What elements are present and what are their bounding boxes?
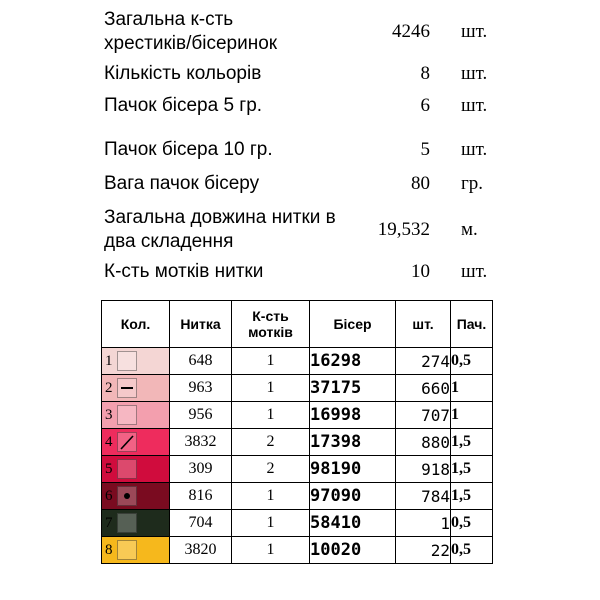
table-row (102, 429, 493, 456)
skeins-cell: 2 (232, 456, 310, 483)
pcs-cell: 880 (396, 429, 451, 456)
summary-unit: шт. (461, 63, 488, 84)
summary-label (104, 172, 259, 196)
summary-label (104, 206, 336, 254)
color-swatch (102, 456, 170, 483)
summary-value: 10 (411, 261, 430, 282)
summary-unit: шт. (461, 139, 488, 160)
pcs-cell: 707 (396, 402, 451, 429)
thread-cell: 704 (170, 510, 232, 537)
table-row (102, 483, 493, 510)
packs-cell: 1,5 (451, 483, 493, 510)
packs-cell: 1,5 (451, 456, 493, 483)
box-icon (117, 405, 137, 425)
table-row (102, 537, 493, 564)
summary-value: 8 (420, 63, 430, 84)
summary-label-line: К-сть мотків нитки (104, 261, 264, 282)
summary-unit: шт. (461, 21, 488, 42)
table-row (102, 402, 493, 429)
summary-label-line: Пачок бісера 10 гр. (104, 139, 273, 160)
summary-unit: гр. (461, 173, 484, 194)
header-skeins-line1: К-сть (252, 308, 289, 324)
summary-label-line: Загальна довжина нитки в (104, 207, 336, 228)
color-swatch (102, 429, 170, 456)
color-table (101, 300, 493, 564)
bead-cell: 16298 (310, 348, 396, 375)
summary-unit: м. (461, 219, 478, 240)
pcs-cell: 784 (396, 483, 451, 510)
packs-cell: 0,5 (451, 537, 493, 564)
thread-cell: 816 (170, 483, 232, 510)
packs-cell: 1 (451, 375, 493, 402)
summary-unit: шт. (461, 261, 488, 282)
table-row (102, 348, 493, 375)
table-row (102, 375, 493, 402)
table-row (102, 456, 493, 483)
header-color: Кол. (102, 301, 170, 348)
summary-label-line: Загальна к-сть (104, 9, 234, 30)
summary-label-line: Вага пачок бісеру (104, 173, 260, 194)
summary-value: 5 (420, 139, 430, 160)
table-header-row (102, 301, 493, 348)
box-icon (117, 540, 137, 560)
pcs-cell: 660 (396, 375, 451, 402)
packs-cell: 0,5 (451, 348, 493, 375)
color-number: 7 (105, 515, 113, 531)
bead-cell: 37175 (310, 375, 396, 402)
summary-label-line: два складення (104, 231, 234, 252)
skeins-cell: 1 (232, 510, 310, 537)
pcs-cell: 274 (396, 348, 451, 375)
skeins-cell: 1 (232, 537, 310, 564)
color-number: 4 (105, 434, 113, 450)
color-swatch (102, 537, 170, 564)
skeins-cell: 1 (232, 348, 310, 375)
summary-label-line: Пачок бісера 5 гр. (104, 95, 263, 116)
packs-cell: 1,5 (451, 429, 493, 456)
summary-value: 19,532 (377, 219, 430, 240)
thread-cell: 963 (170, 375, 232, 402)
summary-unit: шт. (461, 95, 488, 116)
summary-label (104, 94, 262, 118)
summary-label (104, 8, 277, 56)
packs-cell: 1 (451, 402, 493, 429)
skeins-cell: 1 (232, 375, 310, 402)
box-icon (117, 459, 137, 479)
color-number: 1 (105, 353, 113, 369)
color-number: 2 (105, 380, 113, 396)
thread-cell: 956 (170, 402, 232, 429)
header-pcs: шт. (396, 301, 451, 348)
summary-value: 80 (411, 173, 430, 194)
skeins-cell: 1 (232, 483, 310, 510)
box-icon (117, 513, 137, 533)
header-skeins (232, 301, 310, 348)
bead-cell: 98190 (310, 456, 396, 483)
box-icon (117, 351, 137, 371)
thread-cell: 3832 (170, 429, 232, 456)
pcs-cell: 918 (396, 456, 451, 483)
header-skeins-line2: мотків (248, 324, 293, 340)
bead-cell: 58410 (310, 510, 396, 537)
summary-label-line: Кількість кольорів (104, 63, 262, 84)
bead-cell: 16998 (310, 402, 396, 429)
bead-cell: 97090 (310, 483, 396, 510)
color-swatch (102, 483, 170, 510)
header-bead: Бісер (310, 301, 396, 348)
color-swatch (102, 375, 170, 402)
summary-value: 6 (420, 95, 430, 116)
color-number: 5 (105, 461, 113, 477)
color-swatch (102, 402, 170, 429)
summary-value: 4246 (392, 21, 430, 42)
header-packs: Пач. (451, 301, 493, 348)
color-number: 6 (105, 488, 113, 504)
color-swatch (102, 348, 170, 375)
color-number: 8 (105, 542, 113, 558)
summary-label-line: хрестиків/бісеринок (104, 33, 278, 54)
summary-label (104, 260, 263, 284)
bead-cell: 17398 (310, 429, 396, 456)
packs-cell: 0,5 (451, 510, 493, 537)
color-number: 3 (105, 407, 113, 423)
thread-cell: 3820 (170, 537, 232, 564)
summary-label (104, 138, 273, 162)
skeins-cell: 2 (232, 429, 310, 456)
thread-cell: 648 (170, 348, 232, 375)
summary-label (104, 62, 261, 86)
pcs-cell: 22 (396, 537, 451, 564)
bead-cell: 10020 (310, 537, 396, 564)
header-thread: Нитка (170, 301, 232, 348)
skeins-cell: 1 (232, 402, 310, 429)
table-row (102, 510, 493, 537)
pcs-cell: 1 (396, 510, 451, 537)
thread-cell: 309 (170, 456, 232, 483)
color-swatch (102, 510, 170, 537)
